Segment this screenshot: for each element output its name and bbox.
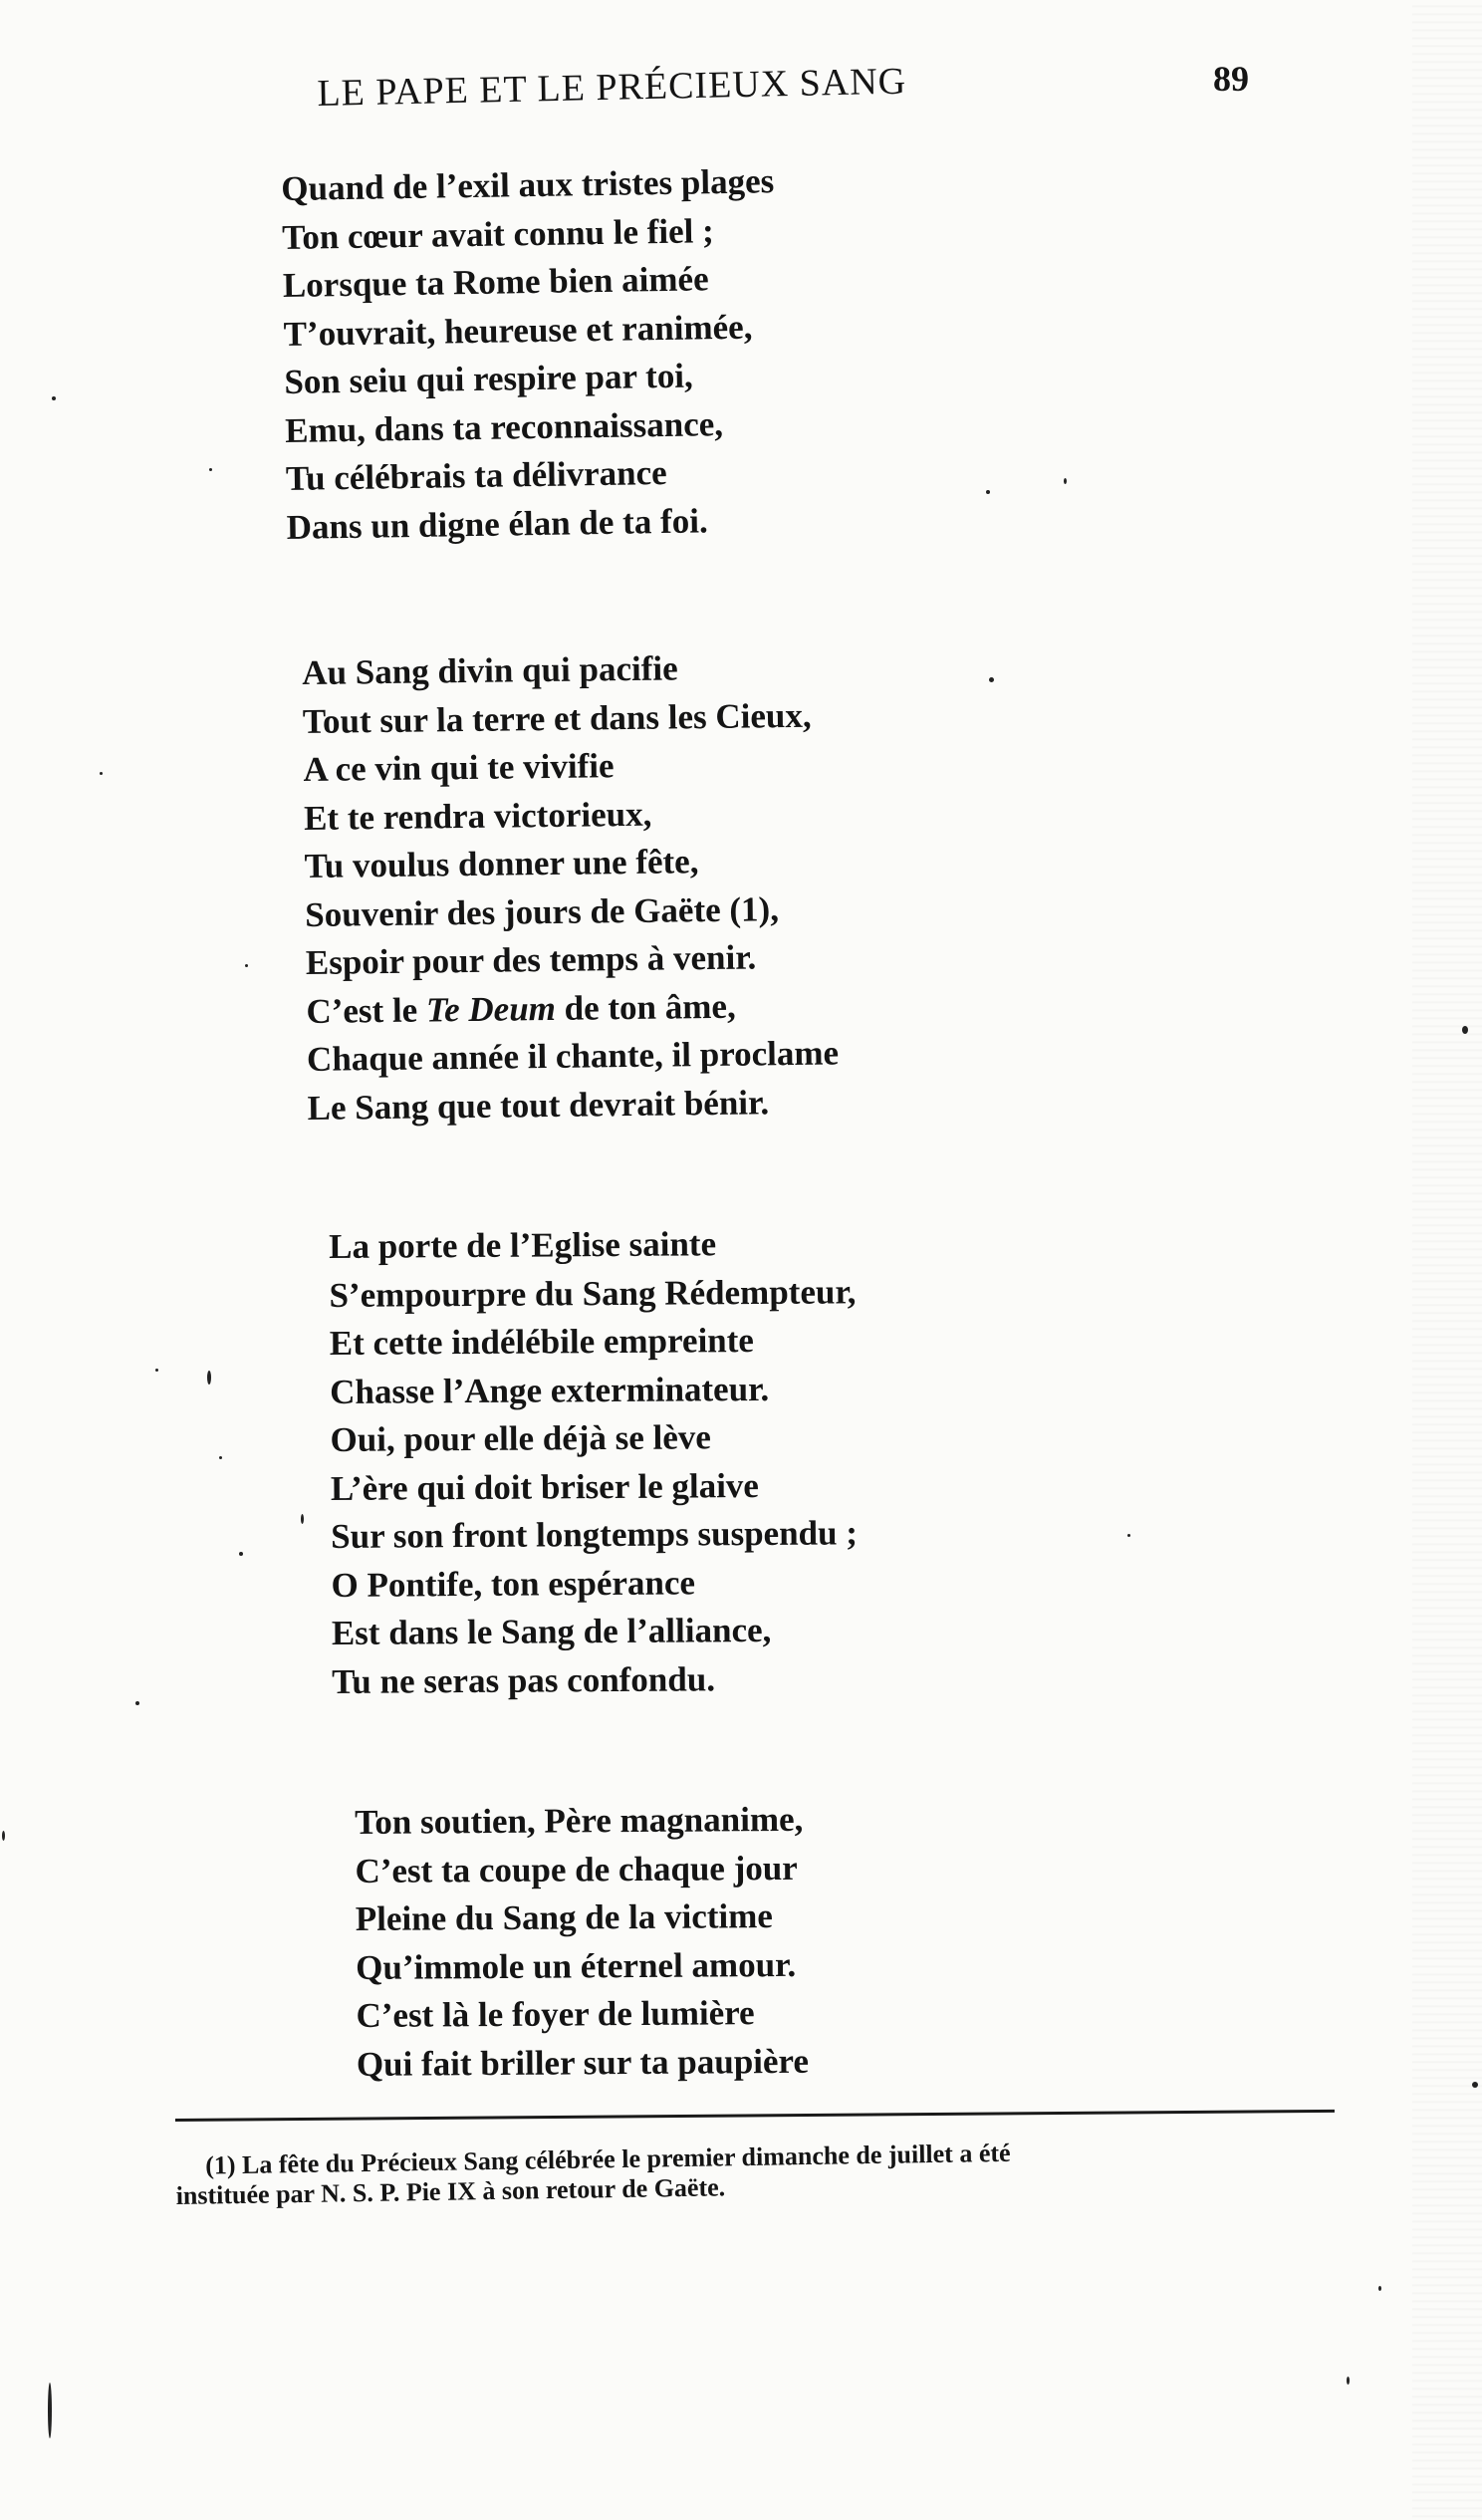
speck	[1064, 478, 1067, 484]
running-title: LE PAPE ET LE PRÉCIEUX SANG	[317, 60, 907, 115]
verse-line: Qui fait briller sur ta paupière	[356, 2041, 810, 2084]
verse-line: Le Sang que tout devrait bénir.	[307, 1082, 770, 1128]
verse-line: Est dans le Sang de l’alliance,	[331, 1610, 772, 1652]
page-number: 89	[1213, 59, 1249, 99]
verse-line: Oui, pour elle déjà se lève	[330, 1417, 712, 1459]
verse-line: Espoir pour des temps à venir.	[305, 937, 757, 982]
verse-line: Dans un digne élan de ta foi.	[286, 500, 708, 547]
speck	[989, 677, 994, 682]
footnote-line: instituée par N. S. P. Pie IX à son retour de Gaëte.	[175, 2172, 726, 2210]
scan-edge-noise	[1412, 0, 1482, 2520]
verse-line: Ton soutien, Père magnanime,	[355, 1799, 804, 1842]
speck	[100, 772, 103, 775]
speck	[209, 468, 212, 471]
verse-line: Chaque année il chante, il proclame	[306, 1033, 840, 1079]
verse-line: C’est ta coupe de chaque jour	[355, 1848, 798, 1890]
verse-line: Tu célébrais ta délivrance	[285, 452, 667, 498]
speck	[1127, 1534, 1130, 1537]
speck	[301, 1514, 304, 1524]
verse-segment: C’est le	[306, 990, 427, 1031]
verse-line: Tu ne seras pas confondu.	[332, 1658, 716, 1701]
verse-line: Quand de l’exil aux tristes plages	[281, 161, 775, 208]
footnote-line: (1) La fête du Précieux Sang célébrée le premier dimanche de juillet a été	[204, 2138, 1011, 2180]
verse-line: Chasse l’Ange exterminateur.	[330, 1369, 770, 1411]
speck	[1378, 2286, 1381, 2291]
verse-line: Et cette indélébile empreinte	[329, 1321, 755, 1363]
verse-line: Ton cœur avait connu le fiel ;	[281, 210, 715, 257]
footnote-rule	[175, 2110, 1335, 2122]
speck	[52, 396, 56, 400]
stanza-1	[281, 157, 780, 552]
verse-line-te-deum	[306, 981, 839, 1036]
verse-line: T’ouvrait, heureuse et ranimée,	[283, 307, 753, 354]
verse-segment: de ton âme,	[555, 986, 736, 1028]
speck	[239, 1552, 243, 1556]
stanza-4	[355, 1796, 809, 2089]
speck	[2, 1831, 5, 1841]
verse-line: O Pontife, ton espérance	[331, 1562, 696, 1605]
verse-line: L’ère qui doit briser le glaive	[330, 1465, 760, 1508]
verse-line: Son seiu qui respire par toi,	[284, 356, 694, 401]
stanza-3	[329, 1219, 859, 1706]
speck	[219, 1456, 222, 1459]
verse-line: A ce vin qui te vivifie	[303, 746, 615, 789]
stanza-2	[302, 642, 840, 1132]
verse-line: Sur son front longtemps suspendu ;	[331, 1513, 859, 1556]
verse-line: Pleine du Sang de la victime	[355, 1896, 773, 1938]
speck	[155, 1369, 158, 1372]
speck	[1347, 2377, 1350, 2385]
verse-line: S’empourpre du Sang Rédempteur,	[329, 1271, 857, 1315]
verse-line: Lorsque ta Rome bien aimée	[282, 259, 709, 305]
verse-line: La porte de l’Eglise sainte	[329, 1224, 717, 1266]
verse-line: C’est là le foyer de lumière	[356, 1993, 755, 2035]
verse-line: Au Sang divin qui pacifie	[302, 648, 678, 692]
verse-line: Et te rendra victorieux,	[303, 794, 652, 838]
verse-line: Souvenir des jours de Gaëte (1),	[305, 888, 780, 934]
speck	[207, 1371, 211, 1385]
speck	[245, 964, 248, 967]
verse-line: Qu’immole un éternel amour.	[356, 1944, 797, 1987]
speck	[986, 490, 990, 494]
verse-line: Tu voulus donner une fête,	[304, 842, 699, 885]
footnote	[175, 2133, 1371, 2211]
speck	[48, 2383, 52, 2438]
verse-line: Tout sur la terre et dans les Cieux,	[302, 695, 812, 741]
speck	[135, 1701, 139, 1705]
verse-segment-italic: Te Deum	[425, 988, 557, 1029]
verse-line: Emu, dans ta reconnaissance,	[284, 403, 724, 450]
